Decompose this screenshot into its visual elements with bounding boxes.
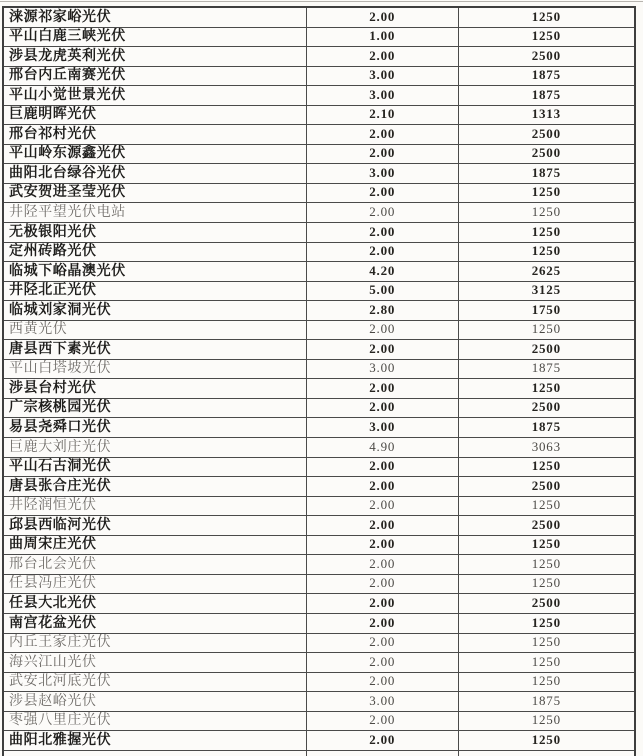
- capacity-cell: 2.10: [307, 106, 459, 125]
- project-name-cell: 邢台北会光伏: [4, 555, 307, 574]
- table-row: [4, 47, 634, 67]
- table-row: [4, 731, 634, 751]
- energy-cell: 1250: [531, 379, 561, 395]
- project-name-cell: 南宫花盆光伏: [4, 614, 307, 633]
- table-row: [4, 106, 634, 126]
- energy-cell: 1250: [531, 497, 561, 513]
- table-row: [4, 399, 634, 419]
- table-row: [4, 203, 634, 223]
- capacity-cell: 2.00: [307, 634, 459, 653]
- energy-cell: 2625: [531, 262, 561, 278]
- capacity-cell: 3.00: [307, 418, 459, 437]
- table-row: [4, 360, 634, 380]
- table-row: [4, 262, 634, 282]
- capacity-cell: 2.00: [307, 555, 459, 574]
- project-name-cell: 巨鹿大刘庄光伏: [4, 438, 307, 457]
- energy-cell: 1250: [531, 634, 561, 650]
- project-name-cell: 海兴江山光伏: [4, 653, 307, 672]
- capacity-cell: 2.00: [307, 594, 459, 613]
- energy-cell: 1313: [531, 106, 561, 122]
- capacity-cell: 2.00: [307, 47, 459, 66]
- project-name-cell: 平山岭东源鑫光伏: [4, 145, 307, 164]
- project-name-cell: 武安贺进圣莹光伏: [4, 184, 307, 203]
- project-name-cell: 武安北河底光伏: [4, 673, 307, 692]
- project-name-cell: 曲周宋庄光伏: [4, 536, 307, 555]
- energy-cell: 1250: [531, 555, 561, 571]
- project-name-cell: 无极银阳光伏: [4, 223, 307, 242]
- capacity-cell: 2.00: [307, 516, 459, 535]
- capacity-cell: 2.00: [307, 614, 459, 633]
- table-row: [4, 8, 634, 28]
- energy-cell: 2500: [531, 516, 561, 532]
- table-row: [4, 67, 634, 87]
- table-row: [4, 516, 634, 536]
- capacity-cell: 2.00: [307, 458, 459, 477]
- capacity-cell: 2.00: [307, 399, 459, 418]
- energy-cell: 2500: [531, 47, 561, 63]
- energy-cell: 1250: [531, 712, 561, 728]
- table-row: [4, 301, 634, 321]
- capacity-cell: 2.00: [307, 712, 459, 731]
- capacity-cell: 3.00: [307, 164, 459, 183]
- energy-cell: 1250: [531, 614, 561, 630]
- project-name-cell: 广宗核桃园光伏: [4, 399, 307, 418]
- project-name-cell: 曲阳北雅握光伏: [4, 731, 307, 750]
- energy-cell: 1875: [531, 692, 561, 708]
- table-row: [4, 634, 634, 654]
- energy-cell: 2500: [531, 399, 561, 415]
- energy-cell: 1250: [531, 321, 561, 337]
- capacity-cell: 2.00: [307, 8, 459, 27]
- partial-cell: [4, 751, 307, 756]
- project-name-cell: 涉县赵峪光伏: [4, 692, 307, 711]
- project-name-cell: 邱县西临河光伏: [4, 516, 307, 535]
- capacity-cell: 2.00: [307, 203, 459, 222]
- table-row: [4, 28, 634, 48]
- project-name-cell: 涞源祁家峪光伏: [4, 8, 307, 27]
- energy-cell: 1250: [531, 731, 561, 747]
- capacity-cell: 2.00: [307, 340, 459, 359]
- energy-cell: 1250: [531, 575, 561, 591]
- table-row: [4, 477, 634, 497]
- table-row: [4, 243, 634, 263]
- energy-cell: 1250: [531, 536, 561, 552]
- energy-cell: 1250: [531, 653, 561, 669]
- capacity-cell: 2.00: [307, 125, 459, 144]
- table-row: [4, 321, 634, 341]
- project-name-cell: 平山白鹿三峡光伏: [4, 28, 307, 47]
- table-row: [4, 692, 634, 712]
- project-name-cell: 临城下峪晶澳光伏: [4, 262, 307, 281]
- energy-cell: 3125: [531, 282, 561, 298]
- energy-cell: 2500: [531, 145, 561, 161]
- partial-row-stub: [4, 751, 634, 756]
- project-name-cell: 井陉润恒光伏: [4, 497, 307, 516]
- partial-cell: [307, 751, 459, 756]
- project-name-cell: 任县大北光伏: [4, 594, 307, 613]
- table-row: [4, 536, 634, 556]
- project-name-cell: 井陉北正光伏: [4, 282, 307, 301]
- energy-cell: 3063: [531, 438, 561, 454]
- project-name-cell: 唐县张合庄光伏: [4, 477, 307, 496]
- capacity-cell: 3.00: [307, 67, 459, 86]
- project-name-cell: 涉县龙虎英利光伏: [4, 47, 307, 66]
- project-name-cell: 邢台内丘南赛光伏: [4, 67, 307, 86]
- project-name-cell: 涉县台村光伏: [4, 379, 307, 398]
- table-row: [4, 653, 634, 673]
- previous-row-border-line: [0, 1, 643, 2]
- energy-cell: 1875: [531, 67, 561, 83]
- table-row: [4, 575, 634, 595]
- energy-cell: 1875: [531, 86, 561, 102]
- capacity-cell: 2.80: [307, 301, 459, 320]
- capacity-cell: 3.00: [307, 360, 459, 379]
- energy-cell: 1250: [531, 223, 561, 239]
- table-row: [4, 712, 634, 732]
- table-row: [4, 555, 634, 575]
- table-row: [4, 497, 634, 517]
- energy-cell: 1250: [531, 184, 561, 200]
- table-row: [4, 282, 634, 302]
- capacity-cell: 2.00: [307, 731, 459, 750]
- energy-cell: 2500: [531, 477, 561, 493]
- capacity-cell: 2.00: [307, 497, 459, 516]
- pv-projects-table: [2, 6, 636, 756]
- energy-cell: 1250: [531, 204, 561, 220]
- energy-cell: 1250: [531, 243, 561, 259]
- table-row: [4, 86, 634, 106]
- project-name-cell: 内丘王家庄光伏: [4, 634, 307, 653]
- energy-cell: 1250: [531, 8, 561, 24]
- project-name-cell: 定州砖路光伏: [4, 243, 307, 262]
- project-name-cell: 唐县西下素光伏: [4, 340, 307, 359]
- project-name-cell: 枣强八里庄光伏: [4, 712, 307, 731]
- capacity-cell: 2.00: [307, 536, 459, 555]
- capacity-cell: 2.00: [307, 653, 459, 672]
- capacity-cell: 2.00: [307, 575, 459, 594]
- table-row: [4, 418, 634, 438]
- energy-cell: 1250: [531, 458, 561, 474]
- table-row: [4, 673, 634, 693]
- project-name-cell: 西黄光伏: [4, 321, 307, 340]
- capacity-cell: 2.00: [307, 673, 459, 692]
- capacity-cell: 5.00: [307, 282, 459, 301]
- table-row: [4, 340, 634, 360]
- capacity-cell: 4.90: [307, 438, 459, 457]
- capacity-cell: 2.00: [307, 321, 459, 340]
- table-row: [4, 164, 634, 184]
- project-name-cell: 任县冯庄光伏: [4, 575, 307, 594]
- project-name-cell: 井陉平望光伏电站: [4, 203, 307, 222]
- project-name-cell: 邢台祁村光伏: [4, 125, 307, 144]
- energy-cell: 1875: [531, 360, 561, 376]
- energy-cell: 2500: [531, 125, 561, 141]
- project-name-cell: 平山白塔坡光伏: [4, 360, 307, 379]
- capacity-cell: 2.00: [307, 379, 459, 398]
- energy-cell: 1875: [531, 164, 561, 180]
- project-name-cell: 曲阳北台绿谷光伏: [4, 164, 307, 183]
- capacity-cell: 2.00: [307, 184, 459, 203]
- capacity-cell: 3.00: [307, 86, 459, 105]
- energy-cell: 1250: [531, 28, 561, 44]
- project-name-cell: 巨鹿明晖光伏: [4, 106, 307, 125]
- table-row: [4, 125, 634, 145]
- energy-cell: 1250: [531, 673, 561, 689]
- table-row: [4, 145, 634, 165]
- capacity-cell: 2.00: [307, 223, 459, 242]
- project-name-cell: 临城刘家洞光伏: [4, 301, 307, 320]
- table-row: [4, 614, 634, 634]
- capacity-cell: 4.20: [307, 262, 459, 281]
- table-row: [4, 458, 634, 478]
- table-row: [4, 184, 634, 204]
- energy-cell: 2500: [531, 340, 561, 356]
- capacity-cell: 2.00: [307, 145, 459, 164]
- capacity-cell: 2.00: [307, 243, 459, 262]
- energy-cell: 1750: [531, 301, 561, 317]
- capacity-cell: 1.00: [307, 28, 459, 47]
- project-name-cell: 易县尧舜口光伏: [4, 418, 307, 437]
- project-name-cell: 平山石古洞光伏: [4, 458, 307, 477]
- capacity-cell: 2.00: [307, 477, 459, 496]
- energy-cell: 2500: [531, 594, 561, 610]
- table-row: [4, 379, 634, 399]
- project-name-cell: 平山小觉世景光伏: [4, 86, 307, 105]
- energy-cell: 1875: [531, 419, 561, 435]
- table-row: [4, 438, 634, 458]
- capacity-cell: 3.00: [307, 692, 459, 711]
- table-row: [4, 594, 634, 614]
- partial-cell: [459, 751, 634, 756]
- table-row: [4, 223, 634, 243]
